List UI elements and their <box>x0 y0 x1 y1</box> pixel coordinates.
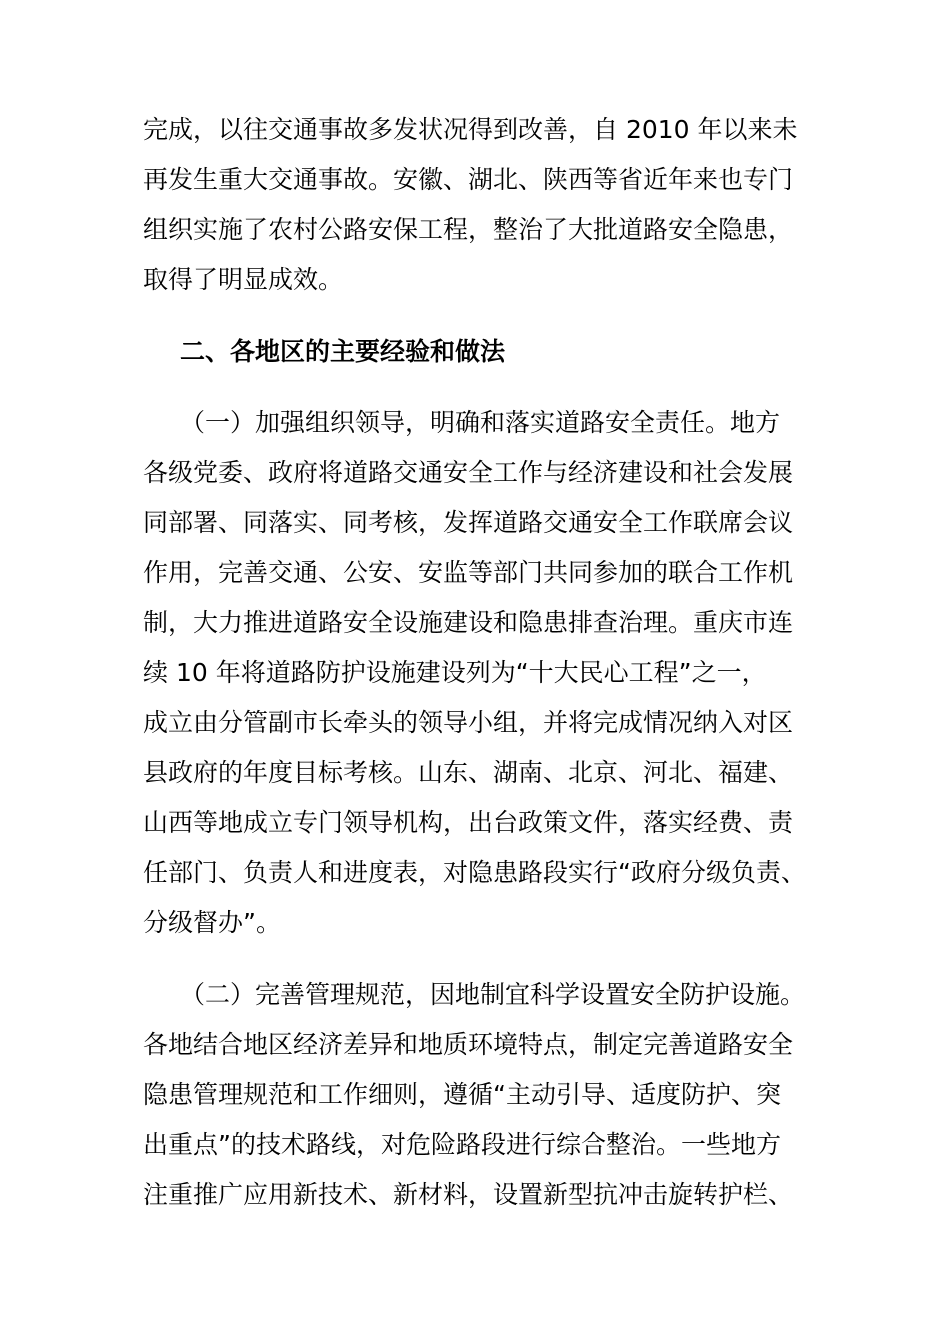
text-line: 完成，以往交通事故多发状况得到改善，自 2010 年以来未 <box>143 115 798 144</box>
text-line: 出重点”的技术路线，对危险路段进行综合整治。一些地方 <box>143 1130 781 1159</box>
text-line: 同部署、同落实、同考核，发挥道路交通安全工作联席会议 <box>143 508 794 537</box>
text-line: 山西等地成立专门领导机构，出台政策文件，落实经费、责 <box>143 808 794 837</box>
text-line: 组织实施了农村公路安保工程，整治了大批道路安全隐患， <box>143 215 794 244</box>
text-line: 制，大力推进道路安全设施建设和隐患排查治理。重庆市连 <box>143 608 794 637</box>
text-line: 各地结合地区经济差异和地质环境特点，制定完善道路安全 <box>143 1030 794 1059</box>
text-line: 注重推广应用新技术、新材料，设置新型抗冲击旋转护栏、 <box>143 1180 794 1209</box>
text-line: 各级党委、政府将道路交通安全工作与经济建设和社会发展 <box>143 458 794 487</box>
text-line: （二）完善管理规范，因地制宜科学设置安全防护设施。 <box>180 980 806 1009</box>
text-line: 作用，完善交通、公安、安监等部门共同参加的联合工作机 <box>143 558 794 587</box>
text-line: 分级督办”。 <box>143 908 281 937</box>
text-line: 隐患管理规范和工作细则，遵循“主动引导、适度防护、突 <box>143 1080 781 1109</box>
text-line: 任部门、负责人和进度表，对隐患路段实行“政府分级负责、 <box>143 858 806 887</box>
text-line: （一）加强组织领导，明确和落实道路安全责任。地方 <box>180 408 781 437</box>
text-line: 取得了明显成效。 <box>143 265 344 294</box>
text-line: 成立由分管副市长牵头的领导小组，并将完成情况纳入对区 <box>143 708 794 737</box>
text-line: 续 10 年将道路防护设施建设列为“十大民心工程”之一， <box>143 658 767 687</box>
section-heading: 二、各地区的主要经验和做法 <box>180 337 506 366</box>
text-line: 县政府的年度目标考核。山东、湖南、北京、河北、福建、 <box>143 758 794 787</box>
text-line: 再发生重大交通事故。安徽、湖北、陕西等省近年来也专门 <box>143 165 794 194</box>
